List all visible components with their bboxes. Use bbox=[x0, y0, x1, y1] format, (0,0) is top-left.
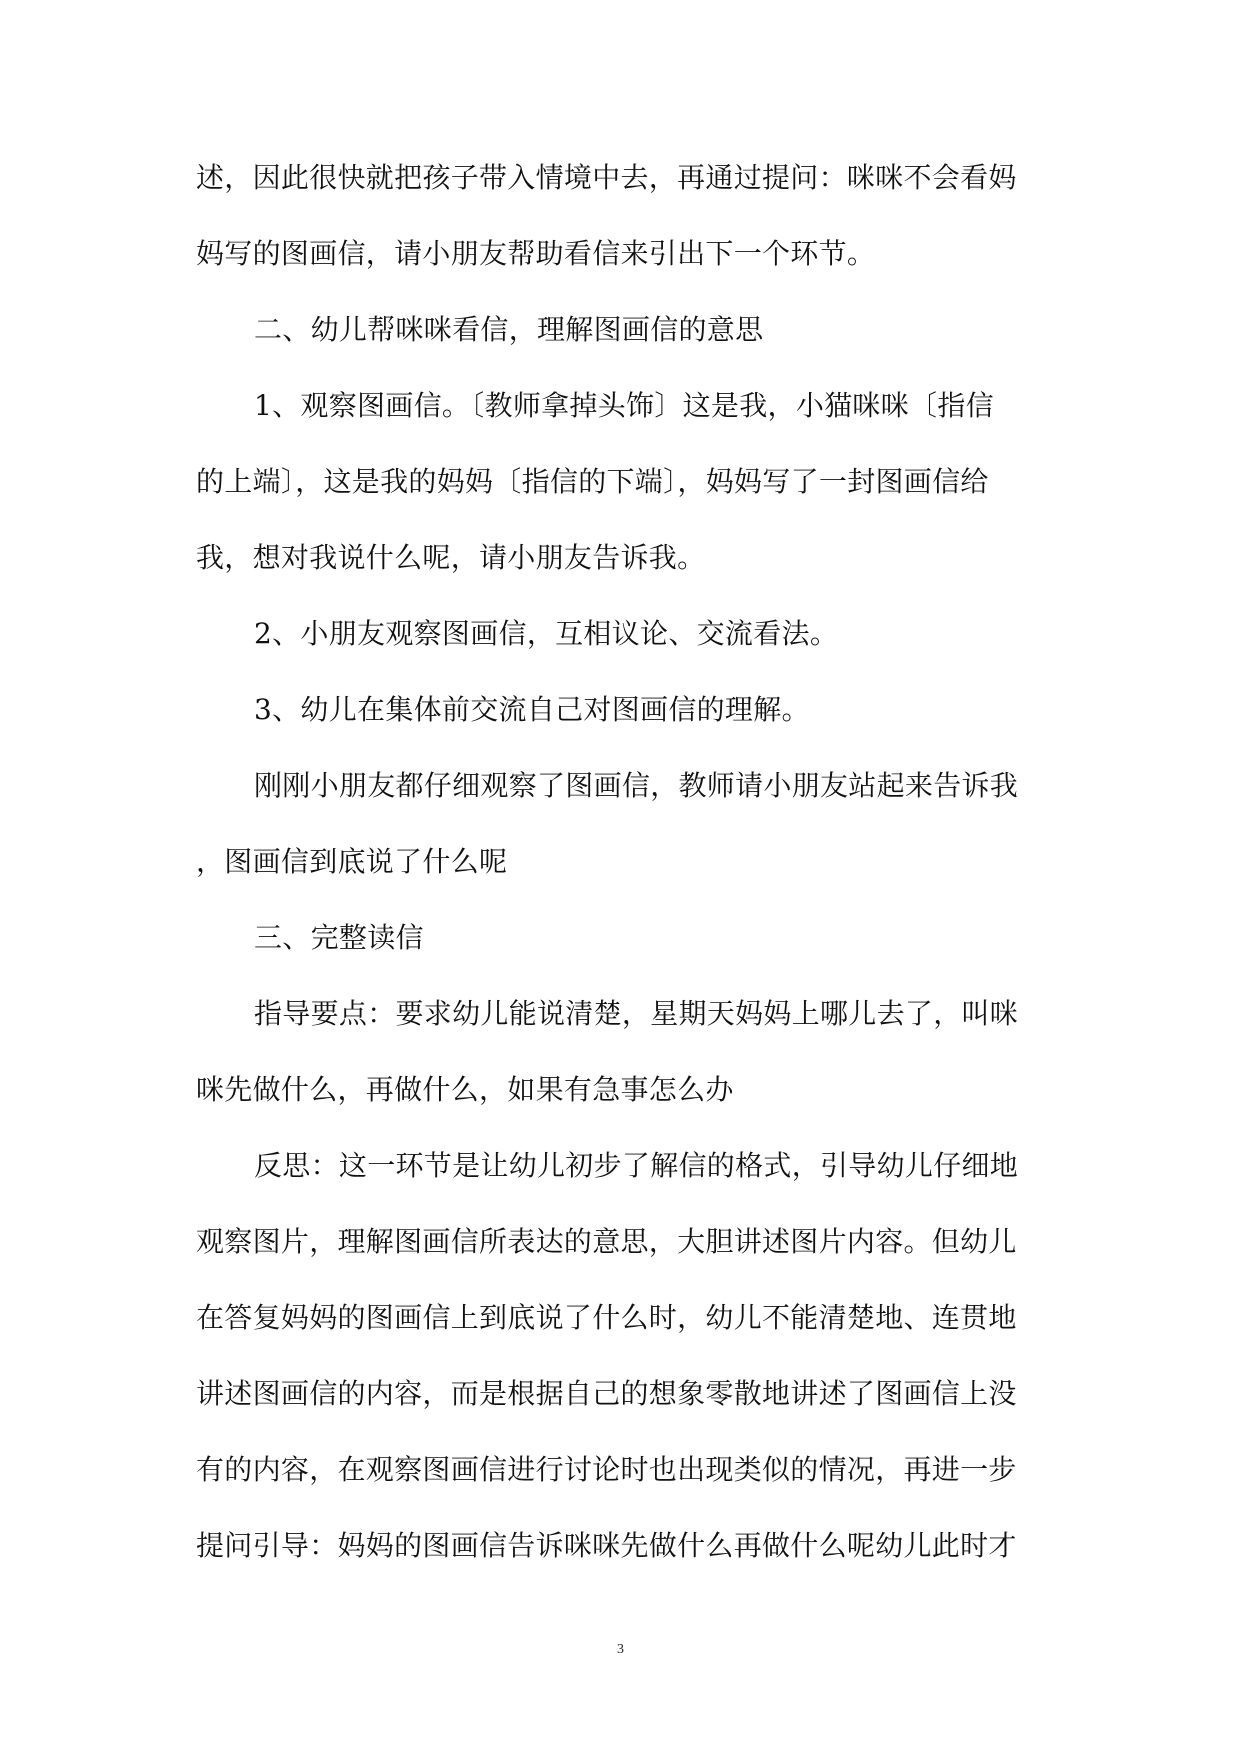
text-line: ，图画信到底说了什么呢 bbox=[196, 845, 508, 878]
text-line: 讲述图画信的内容，而是根据自己的想象零散地讲述了图画信上没 bbox=[196, 1377, 1017, 1410]
text-line: 2、小朋友观察图画信，互相议论、交流看法。 bbox=[254, 617, 839, 650]
text-line: 刚刚小朋友都仔细观察了图画信，教师请小朋友站起来告诉我 bbox=[254, 769, 1019, 802]
section-heading: 二、幼儿帮咪咪看信，理解图画信的意思 bbox=[254, 313, 764, 346]
text-line: 咪先做什么，再做什么，如果有急事怎么办 bbox=[196, 1073, 734, 1106]
text-line: 的上端〕，这是我的妈妈〔指信的下端〕，妈妈写了一封图画信给 bbox=[196, 465, 989, 498]
section-heading: 三、完整读信 bbox=[254, 921, 424, 954]
text-line: 指导要点：要求幼儿能说清楚，星期天妈妈上哪儿去了，叫咪 bbox=[254, 997, 1019, 1030]
text-line: 有的内容，在观察图画信进行讨论时也出现类似的情况，再进一步 bbox=[196, 1453, 1017, 1486]
text-line: 观察图片，理解图画信所表达的意思，大胆讲述图片内容。但幼儿 bbox=[196, 1225, 1017, 1258]
text-line: 3、幼儿在集体前交流自己对图画信的理解。 bbox=[254, 693, 810, 726]
text-line: 1、观察图画信。〔教师拿掉头饰〕这是我，小猫咪咪〔指信 bbox=[254, 389, 994, 422]
text-line: 在答复妈妈的图画信上到底说了什么时，幼儿不能清楚地、连贯地 bbox=[196, 1301, 1017, 1334]
page-number: 3 bbox=[617, 1642, 624, 1657]
text-line: 述，因此很快就把孩子带入情境中去，再通过提问：咪咪不会看妈 bbox=[196, 161, 1017, 194]
text-line: 提问引导：妈妈的图画信告诉咪咪先做什么再做什么呢幼儿此时才 bbox=[196, 1529, 1017, 1562]
text-line: 我，想对我说什么呢，请小朋友告诉我。 bbox=[196, 541, 706, 574]
text-line: 反思：这一环节是让幼儿初步了解信的格式，引导幼儿仔细地 bbox=[254, 1149, 1019, 1182]
text-line: 妈写的图画信，请小朋友帮助看信来引出下一个环节。 bbox=[196, 237, 876, 270]
